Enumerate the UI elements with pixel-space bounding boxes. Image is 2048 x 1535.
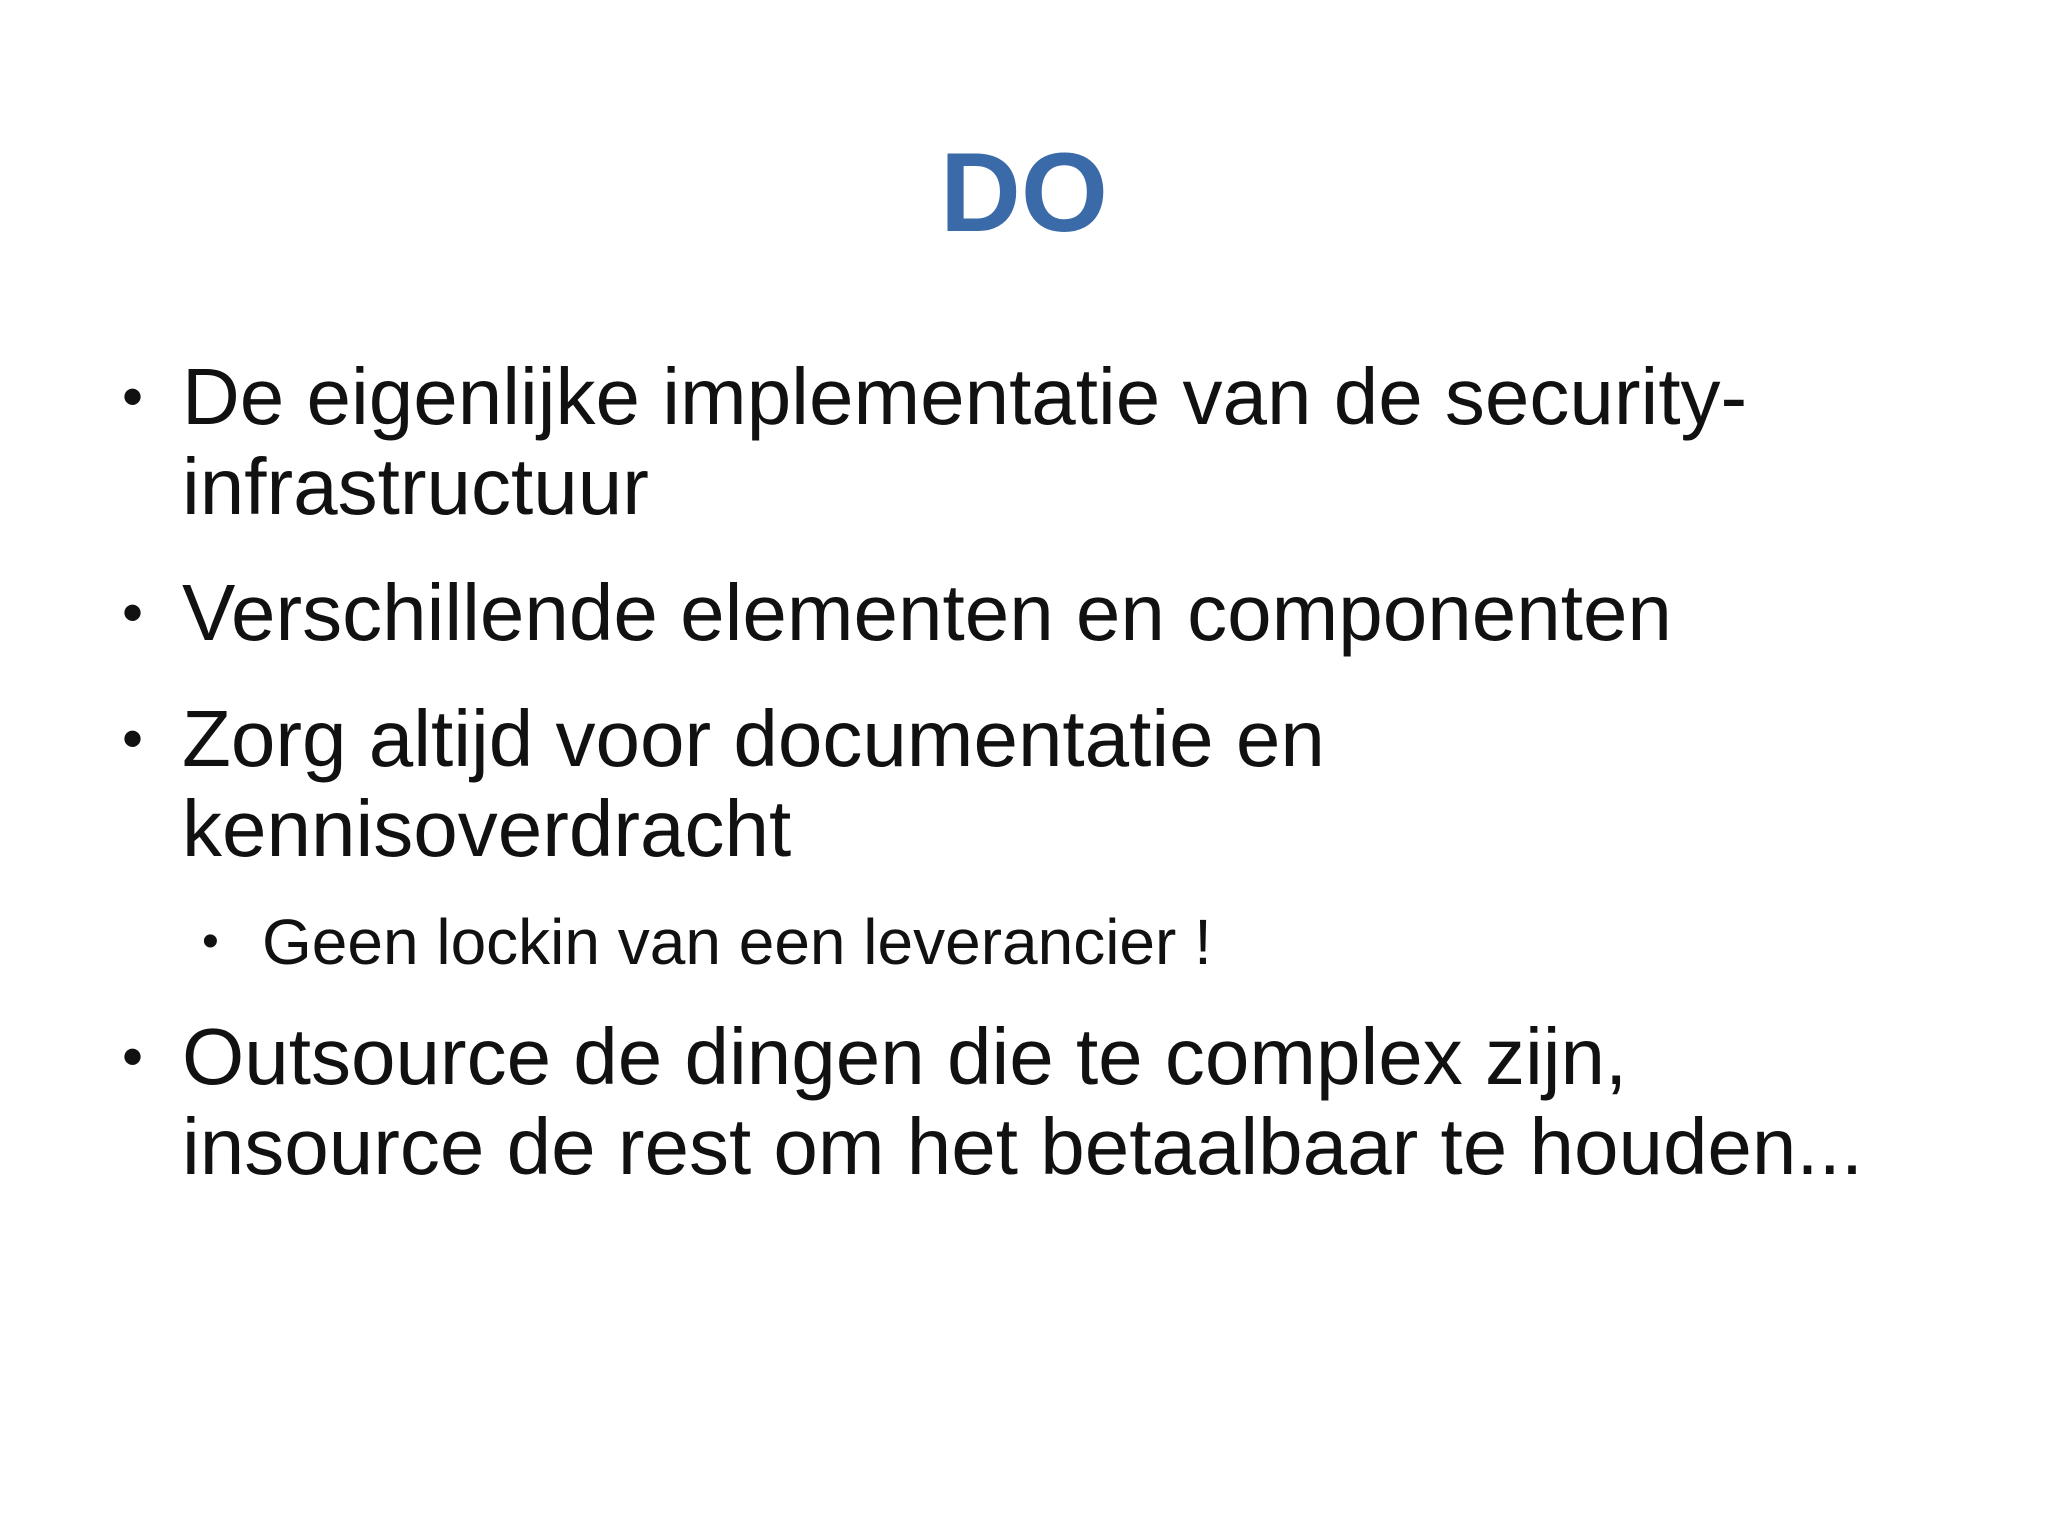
bullet-item: [0, 1012, 2048, 1192]
bullet-item: [0, 694, 2048, 874]
sub-bullet-marker: •: [202, 915, 219, 968]
bullet-text-line: Zorg altijd voor documentatie en: [182, 694, 1325, 783]
sub-bullet-item: [0, 902, 2048, 982]
bullet-item: [0, 568, 2048, 658]
bullet-marker: •: [122, 1023, 144, 1090]
bullet-text-line: Verschillende elementen en componenten: [182, 568, 1672, 657]
sub-bullet-text-line: Geen lockin van een leverancier !: [262, 906, 1212, 978]
bullet-text-line: De eigenlijke implementatie van de security-: [182, 352, 1748, 441]
slide-title: DO: [940, 130, 1108, 255]
bullet-text-line: infrastructuur: [182, 442, 649, 531]
bullet-item: [0, 352, 2048, 532]
bullet-marker: •: [122, 579, 144, 646]
bullet-text-line: kennisoverdracht: [182, 784, 792, 873]
bullet-list: [0, 352, 2048, 1228]
bullet-text-line: insource de rest om het betaalbaar te houden...: [182, 1102, 1864, 1191]
bullet-marker: •: [122, 363, 144, 430]
bullet-marker: •: [122, 705, 144, 772]
bullet-text-line: Outsource de dingen die te complex zijn,: [182, 1012, 1628, 1101]
